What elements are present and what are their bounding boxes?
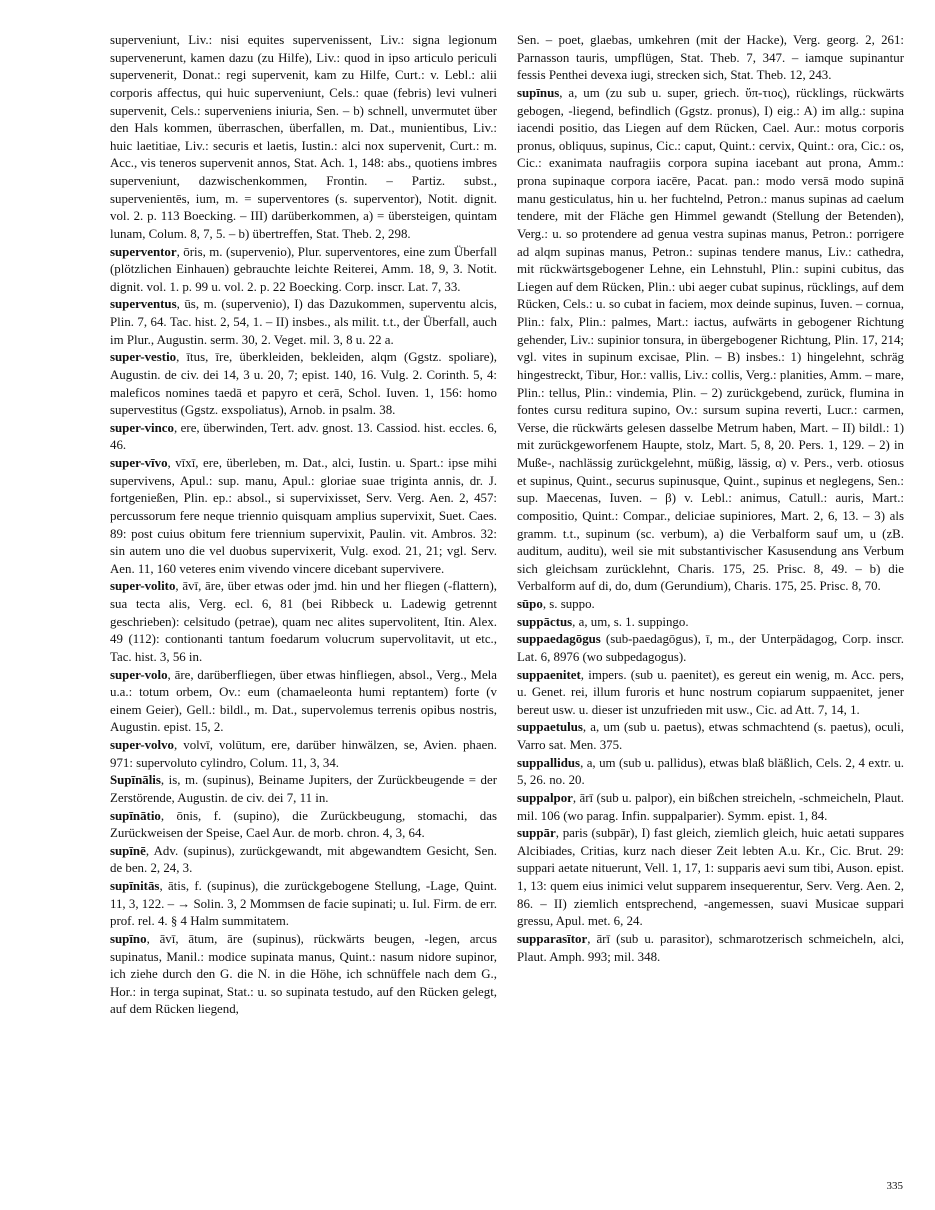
entry-text: superveniunt, Liv.: nisi equites supervenissent, Liv.: signa legionum supervenerunt, kamen dazu (zu Hilfe), Liv.: quod in ipso articulo periculi supervenerit, Donat.: regi supervenit, kam zu Hilfe, Curt.: v. Lebl.: alii corporis affectus, qui huic superveniunt, Cels.: quae (febris) levi vulneri supervenit, Cels.: superveniens iniuria, Sen. – b) schnell, unvermutet über den Hals kommen, überraschen, überfallen, m. Dat., munientibus, Liv.: huic laetitiae, Liv.: securis et laetis, Iustin.: alci nox supervenit, Curt.: m. Acc., vis teneros supervenit annos, Stat. Ach. 1, 148: abs., quotiens imbres superveniunt, dazwischenkommen, Frontin. – Partiz. subst., supervenientēs, ium, m. = superventores (s. superventor), Notit. dignit. vol. 2. p. 113 Boecking. – III) darüberkommen, a) = übersteigen, quintam lunam, Colum. 8, 7, 5. – b) übertreffen, Stat. Theb. 2, 298. — [110, 33, 497, 241]
entry-text: , a, um (sub u. paetus), etwas schmachtend (s. paetus), oculi, Varro sat. Men. 375. — [517, 720, 904, 752]
entry-headword: super-vestio — [110, 350, 177, 365]
dictionary-entry — [110, 244, 497, 297]
entry-text: , Adv. (supinus), zurückgewandt, mit abgewandtem Gesicht, Sen. de ben. 2, 24, 3. — [110, 843, 497, 876]
dictionary-entry — [110, 420, 497, 455]
entry-headword: super-volvo — [110, 738, 174, 752]
entry-text: , paris (subpār), I) fast gleich, ziemlich gleich, huic aetati suppares Alcibiades, Critias, kurz nach dieser Zeit lebten A.u. Kr., Cic. Brut. 29: suppari aetate nituerunt, Vell. 1, 17, 1: supparis aevi sum tibi, Auson. epist. 1, 13: quem eius inimici velut supparem insequerentur, Serv. Verg. Aen. 2, 86. – II) ziemlich entsprechend, -angemessen, suavi Musicae suppari gressu, Apul. met. 6, 24. — [517, 826, 904, 929]
dictionary-entry — [110, 578, 497, 666]
entry-headword: super-volo — [110, 667, 168, 682]
entry-text: , ere, überwinden, Tert. adv. gnost. 13. Cassiod. hist. eccles. 6, 46. — [110, 420, 497, 453]
dictionary-entry — [517, 631, 904, 666]
entry-headword: suppār — [517, 826, 556, 841]
dictionary-entry — [110, 808, 497, 843]
entry-headword: suppaenitet — [517, 667, 581, 682]
dictionary-entry — [517, 667, 904, 720]
dictionary-entry — [517, 825, 904, 931]
dictionary-entry — [110, 772, 497, 807]
dictionary-entry — [110, 667, 497, 738]
dictionary-entry — [110, 296, 497, 349]
entry-headword: sūpo — [517, 597, 543, 611]
dictionary-entry — [517, 614, 904, 632]
dictionary-entry — [110, 878, 497, 931]
entry-text: , ārī (sub u. palpor), ein bißchen streicheln, -schmeicheln, Plaut. mil. 106 (wo parag. Infin. suppalparier). Symm. epist. 1, 84. — [517, 790, 904, 823]
entry-text: Sen. – poet, glaebas, umkehren (mit der Hacke), Verg. georg. 2, 261: Parnasson tauris, umpflügen, Stat. Theb. 7, 347. – iamque supinantur fessis Penthei devexa iugi, strecken sich, Stat. Theb. 12, 243. — [517, 33, 904, 83]
entry-text: , ōnis, f. (supino), die Zurückbeugung, stomachi, das Zurückweisen der Speise, Cael Aur. de morb. chron. 4, 3, 64. — [110, 808, 497, 841]
entry-headword: suppāctus — [517, 614, 573, 629]
entry-headword: suppaedagōgus — [517, 632, 601, 647]
dictionary-entry — [517, 931, 904, 966]
entry-headword: supīno — [110, 931, 147, 946]
entry-text: , ōris, m. (supervenio), Plur. superventores, eine zum Überfall (plötzlichen Einhauen) gebrauchte leichte Reiterei, Amm. 18, 9, 3. Notit. dignit. vol. 1. p. 99 u. vol. 2. p. 22 Boecking. Corp. inscr. Lat. 7, 33. — [110, 244, 497, 294]
entry-text: , is, m. (supinus), Beiname Jupiters, der Zurückbeugende = der Zerstörende, Augustin. de civ. dei 7, 11 in. — [110, 773, 497, 805]
entry-headword: supparasītor — [517, 931, 588, 946]
dictionary-entry — [110, 455, 497, 578]
entry-headword: superventor — [110, 244, 177, 259]
entry-text: , a, um (zu sub u. super, griech. ὕπ-τιος), rücklings, rückwärts gebogen, -liegend, befindlich (Ggstz. pronus), I) eig.: A) im allg.: supina iacendi positio, das Liegen auf dem Rücken, Cael. Aur.: motus corporis pronus, obliquus, supinus, Cic.: caput, Quint.: cervix, Quint.: ora, Cic.: os, Cic.: exanimata naufragiis corpora supina iacebant aut prona, Amm.: prona supinaque corpora iacēre, Pacat. pan.: modo versā modo supinā manu gesticulatus, hin u. her fuchtelnd, Petron.: manus supinas ad caelum tendere, mit der Fläche gen Himmel gewandt (Stellung der Betenden), Verg.: u. so protendere ad genua vestra supinas manus, Petron.: porrigere ad alqm supinas manus, Petron.: supinas tendere manus, Liv.: cathedra, mit rückwärtsgebogener Lehne, ein Lehnstuhl, Plin.: supini cubitus, das Liegen auf dem Rücken, Plin.: ubi aeger cubat supinus, rücklings, auf dem Rücken, Cels.: u. so cubat in faciem, mox deinde supinus, Iuven. – cornua, Plin.: falx, Plin.: palmes, Mart.: iactus, aufwärts in gebogener Richtung gehender, Liv.: supinior tonsura, in übergebogener Richtung, Plin. 17, 214; vgl. vites in supinum excisae, Plin. – B) insbes.: 1) hingelehnt, schräg hingestreckt, Tibur, Hor.: vallis, Liv.: collis, Verg.: planities, Amm. – mare, Plin.: tellus, Plin.: vindemia, Plin. – 2) zurückgebend, zurück, flumina in fontes cursu reditura supino, Ov.: sursum supina reverti, Lucr.: carmen, Verse, die rückwärts gelesen dasselbe Metrum haben, Mart. – II) bildl.: 1) mit zurückgeworfenem Haupte, stolz, Mart. 5, 8, 20. Pers. 1, 129. – 2) in Muße-, nachlässig zurückgelehnt, müßig, lässig, α) v. Pers., verb. otiosus et supinus, Quint., securus supinusque, Quint., supinus et neglegens, Sen.: sup. Maecenas, Iuven. – β) v. Lebl.: animus, Catull.: auris, Mart.: compositio, Quint.: Compar., deliciae supiniores, Mart. 2, 6, 13. – 3) als gramm. t.t., supinum (sc. verbum), a) die Verbalform sauf um, u (zB. auditum, auditu), weil sie mit substantivischer Kasusendung ans Verbum sich gleichsam zurücklehnt, Charis. 175, 25. Prisc. 8, 49. – b) die Verbalform auf di, do, dum (Gerundium), Charis. 175, 25. Prisc. 8, 70. — [517, 85, 904, 594]
entry-headword: super-vīvo — [110, 456, 168, 470]
entry-headword: suppalpor — [517, 790, 573, 805]
entry-headword: suppallidus — [517, 755, 581, 770]
entry-text: , s. suppo. — [542, 597, 595, 611]
entry-text: , a, um (sub u. pallidus), etwas blaß bläßlich, Cels. 2, 4 extr. u. 5, 26. no. 20. — [517, 755, 904, 788]
dictionary-entry — [517, 719, 904, 754]
entry-headword: supīnus — [517, 85, 560, 100]
entry-text: (sub-paedagōgus), ī, m., der Unterpädagog, Corp. inscr. Lat. 6, 8976 (wo subpedagogus). — [517, 632, 904, 664]
entry-text: , ītus, īre, überkleiden, bekleiden, alqm (Ggstz. spoliare), Augustin. de civ. dei 14, 3 u. 20, 7; epist. 140, 16. Vulg. 2. Corinth. 5, 4: maleficos nomines taedā et papyro et cerā, Schol. Iuven. 1, 156: homo supervestitus (Ggstz. exspoliatus), Arnob. in psalm. 38. — [110, 350, 497, 418]
entry-text: , āvī, ātum, āre (supinus), rückwärts beugen, -legen, arcus supinatus, Manil.: modice supinata manus, Quint.: nasum nidore supinor, ich ziehe durch den G. die N. in die Höhe, ich schnüffele nach dem G., Hor.: in terga supinat, Stat.: u. so supinata testudo, auf den Rücken gelegt, auf dem Rücken liegend, — [110, 931, 497, 1017]
entry-headword: suppaetulus — [517, 720, 583, 735]
dictionary-entry — [110, 843, 497, 878]
entry-text: , ātis, f. (supinus), die zurückgebogene Stellung, -Lage, Quint. 11, 3, 122. – → Solin. 3, 2 Mommsen de facie supinati; u. Iul. Firm. de err. prof. rel. 4. § 4 Halm summitatem. — [110, 879, 497, 929]
dictionary-entry — [110, 32, 497, 244]
dictionary-entry — [110, 931, 497, 1019]
entry-text: , impers. (sub u. paenitet), es gereut ein wenig, m. Acc. pers, u. Genet. rei, illum furoris et hunc nostrum copiarum suppaenitet, jener bereut usw. u. dieser ist unzufrieden mit usw., Cic. ad Att. 7, 14, 1. — [517, 667, 904, 717]
dictionary-entry — [517, 755, 904, 790]
entry-headword: Supīnālis — [110, 773, 161, 788]
entry-text: , volvī, volūtum, ere, darüber hinwälzen, se, Avien. phaen. 971: supervoluto cylindro, Colum. 11, 3, 34. — [110, 738, 497, 770]
entry-headword: supīnitās — [110, 879, 160, 893]
dictionary-entry — [110, 349, 497, 420]
dictionary-entry — [517, 790, 904, 825]
entry-text: , āvī, āre, über etwas oder jmd. hin und her fliegen (-flattern), sua tecta alis, Verg. ecl. 6, 81 (bei Ribbeck u. Ladewig getrennt geschrieben): celsitudo (petrae), quam nec alites supervolitent, Itin. Alex. 49 (112): contionanti tantum foedarum volucrum supervolitavit, ut etc., Tac. hist. 3, 56 in. — [110, 579, 497, 664]
entry-headword: supīnē — [110, 843, 146, 858]
entry-headword: super-vinco — [110, 420, 174, 435]
entry-text: , ūs, m. (supervenio), I) das Dazukommen, superventu alcis, Plin. 7, 64. Tac. hist. 2, 54, 1. – II) insbes., als milit. t.t., der Überfall, auch im Plur., Augustin. serm. 30, 2. Veget. mil. 3, 8 u. 22 a. — [110, 297, 497, 347]
entry-text: , vīxī, ere, überleben, m. Dat., alci, Iustin. u. Spart.: ipse mihi supervivens, Apul.: sup. manu, Apul.: gloriae suae triginta annis, dr. J. fortgenießen, Plin. ep.: absol., si supervixisset, Serv. Verg. Aen. 2, 457: percussorum fere neque triennio quisquam amplius supervixit, Suet. Caes. 89: post cuius obitum fere triennium supervixit, Paulin. vit. Ambros. 32: sin autem uno die vel duobus supervixerit, Vulg. exod. 21, 21; vgl. Serv. Aen. 11, 160 veteres enim vivendo vincere dicebant supervivere. — [110, 456, 497, 576]
dictionary-entry — [517, 85, 904, 596]
dictionary-entry — [517, 32, 904, 85]
entry-text: , ārī (sub u. parasitor), schmarotzerisch schmeicheln, alci, Plaut. Amph. 993; mil. 348. — [517, 931, 904, 964]
entry-text: , āre, darüberfliegen, über etwas hinfliegen, absol., Verg., Mela u.a.: totum orbem, Ov.: eum (chamaeleonta humi reptantem) forte (v einem Geier), Gell.: bildl., m. Dat., supervolemus terrenis opibus nostris, Augustin. epist. 15, 2. — [110, 667, 497, 735]
entry-headword: superventus — [110, 297, 177, 312]
right-column — [517, 32, 904, 966]
entry-text: , a, um, s. 1. suppingo. — [572, 614, 689, 629]
dictionary-entry — [517, 596, 904, 614]
page-number: 335 — [886, 1180, 903, 1192]
entry-headword: super-volito — [110, 579, 176, 594]
entry-headword: supīnātio — [110, 808, 161, 823]
left-column — [110, 32, 497, 1019]
dictionary-entry — [110, 737, 497, 772]
